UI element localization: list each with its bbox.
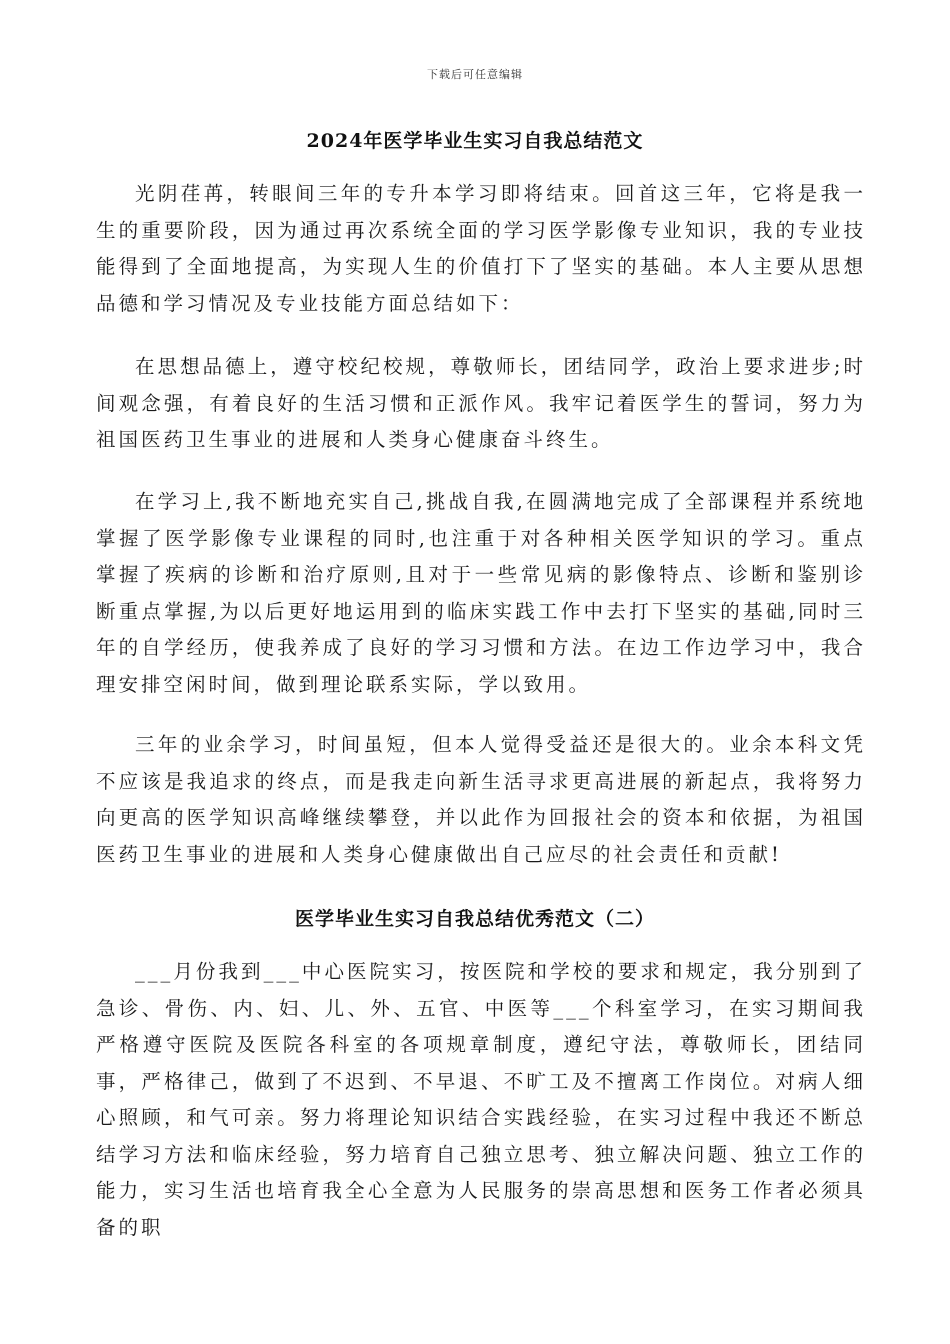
paragraph-3: 在学习上,我不断地充实自己,挑战自我,在圆满地完成了全部课程并系统地掌握了医学影像专业课程的同时,也注重于对各种相关医学知识的学习。重点掌握了疾病的诊断和治疗原则,且对于一些常见病的影像特点、诊断和鉴别诊断重点掌握,为以后更好地运用到的临床实践工作中去打下坚实的基础,同时三年的自学经历，使我养成了良好的学习习惯和方法。在边工作边学习中，我合理安排空闲时间，做到理论联系实际，学以致用。 xyxy=(96,490,866,696)
header-note: 下载后可任意编辑 xyxy=(427,68,523,81)
paragraph-2: 在思想品德上，遵守校纪校规，尊敬师长，团结同学，政治上要求进步;时间观念强，有着良好的生活习惯和正派作风。我牢记着医学生的誓词，努力为祖国医药卫生事业的进展和人类身心健康奋斗终生。 xyxy=(96,355,866,451)
paragraph-4: 三年的业余学习，时间虽短，但本人觉得受益还是很大的。业余本科文凭不应该是我追求的终点，而是我走向新生活寻求更高进展的新起点，我将努力向更高的医学知识高峰继续攀登，并以此作为回报社会的资本和依据，为祖国医药卫生事业的进展和人类身心健康做出自己应尽的社会责任和贡献! xyxy=(96,733,866,866)
paragraph-5: ___月份我到___中心医院实习，按医院和学校的要求和规定，我分别到了急诊、骨伤、内、妇、儿、外、五官、中医等___个科室学习，在实习期间我严格遵守医院及医院各科室的各项规章制度，遵纪守法，尊敬师长，团结同事，严格律己，做到了不迟到、不早退、不旷工及不擅离工作岗位。对病人细心照顾，和气可亲。努力将理论知识结合实践经验，在实习过程中我还不断总结学习方法和临床经验，努力培育自己独立思考、独立解决问题、独立工作的能力，实习生活也培育我全心全意为人民服务的崇高思想和医务工作者必须具备的职 xyxy=(96,960,866,1239)
section-2-title: 医学毕业生实习自我总结优秀范文（二） xyxy=(294,908,655,930)
paragraph-1: 光阴荏苒，转眼间三年的专升本学习即将结束。回首这三年，它将是我一生的重要阶段，因为通过再次系统全面的学习医学影像专业知识，我的专业技能得到了全面地提高，为实现人生的价值打下了坚实的基础。本人主要从思想品德和学习情况及专业技能方面总结如下： xyxy=(96,182,866,315)
document-title: 2024年医学毕业生实习自我总结范文 xyxy=(306,130,644,152)
